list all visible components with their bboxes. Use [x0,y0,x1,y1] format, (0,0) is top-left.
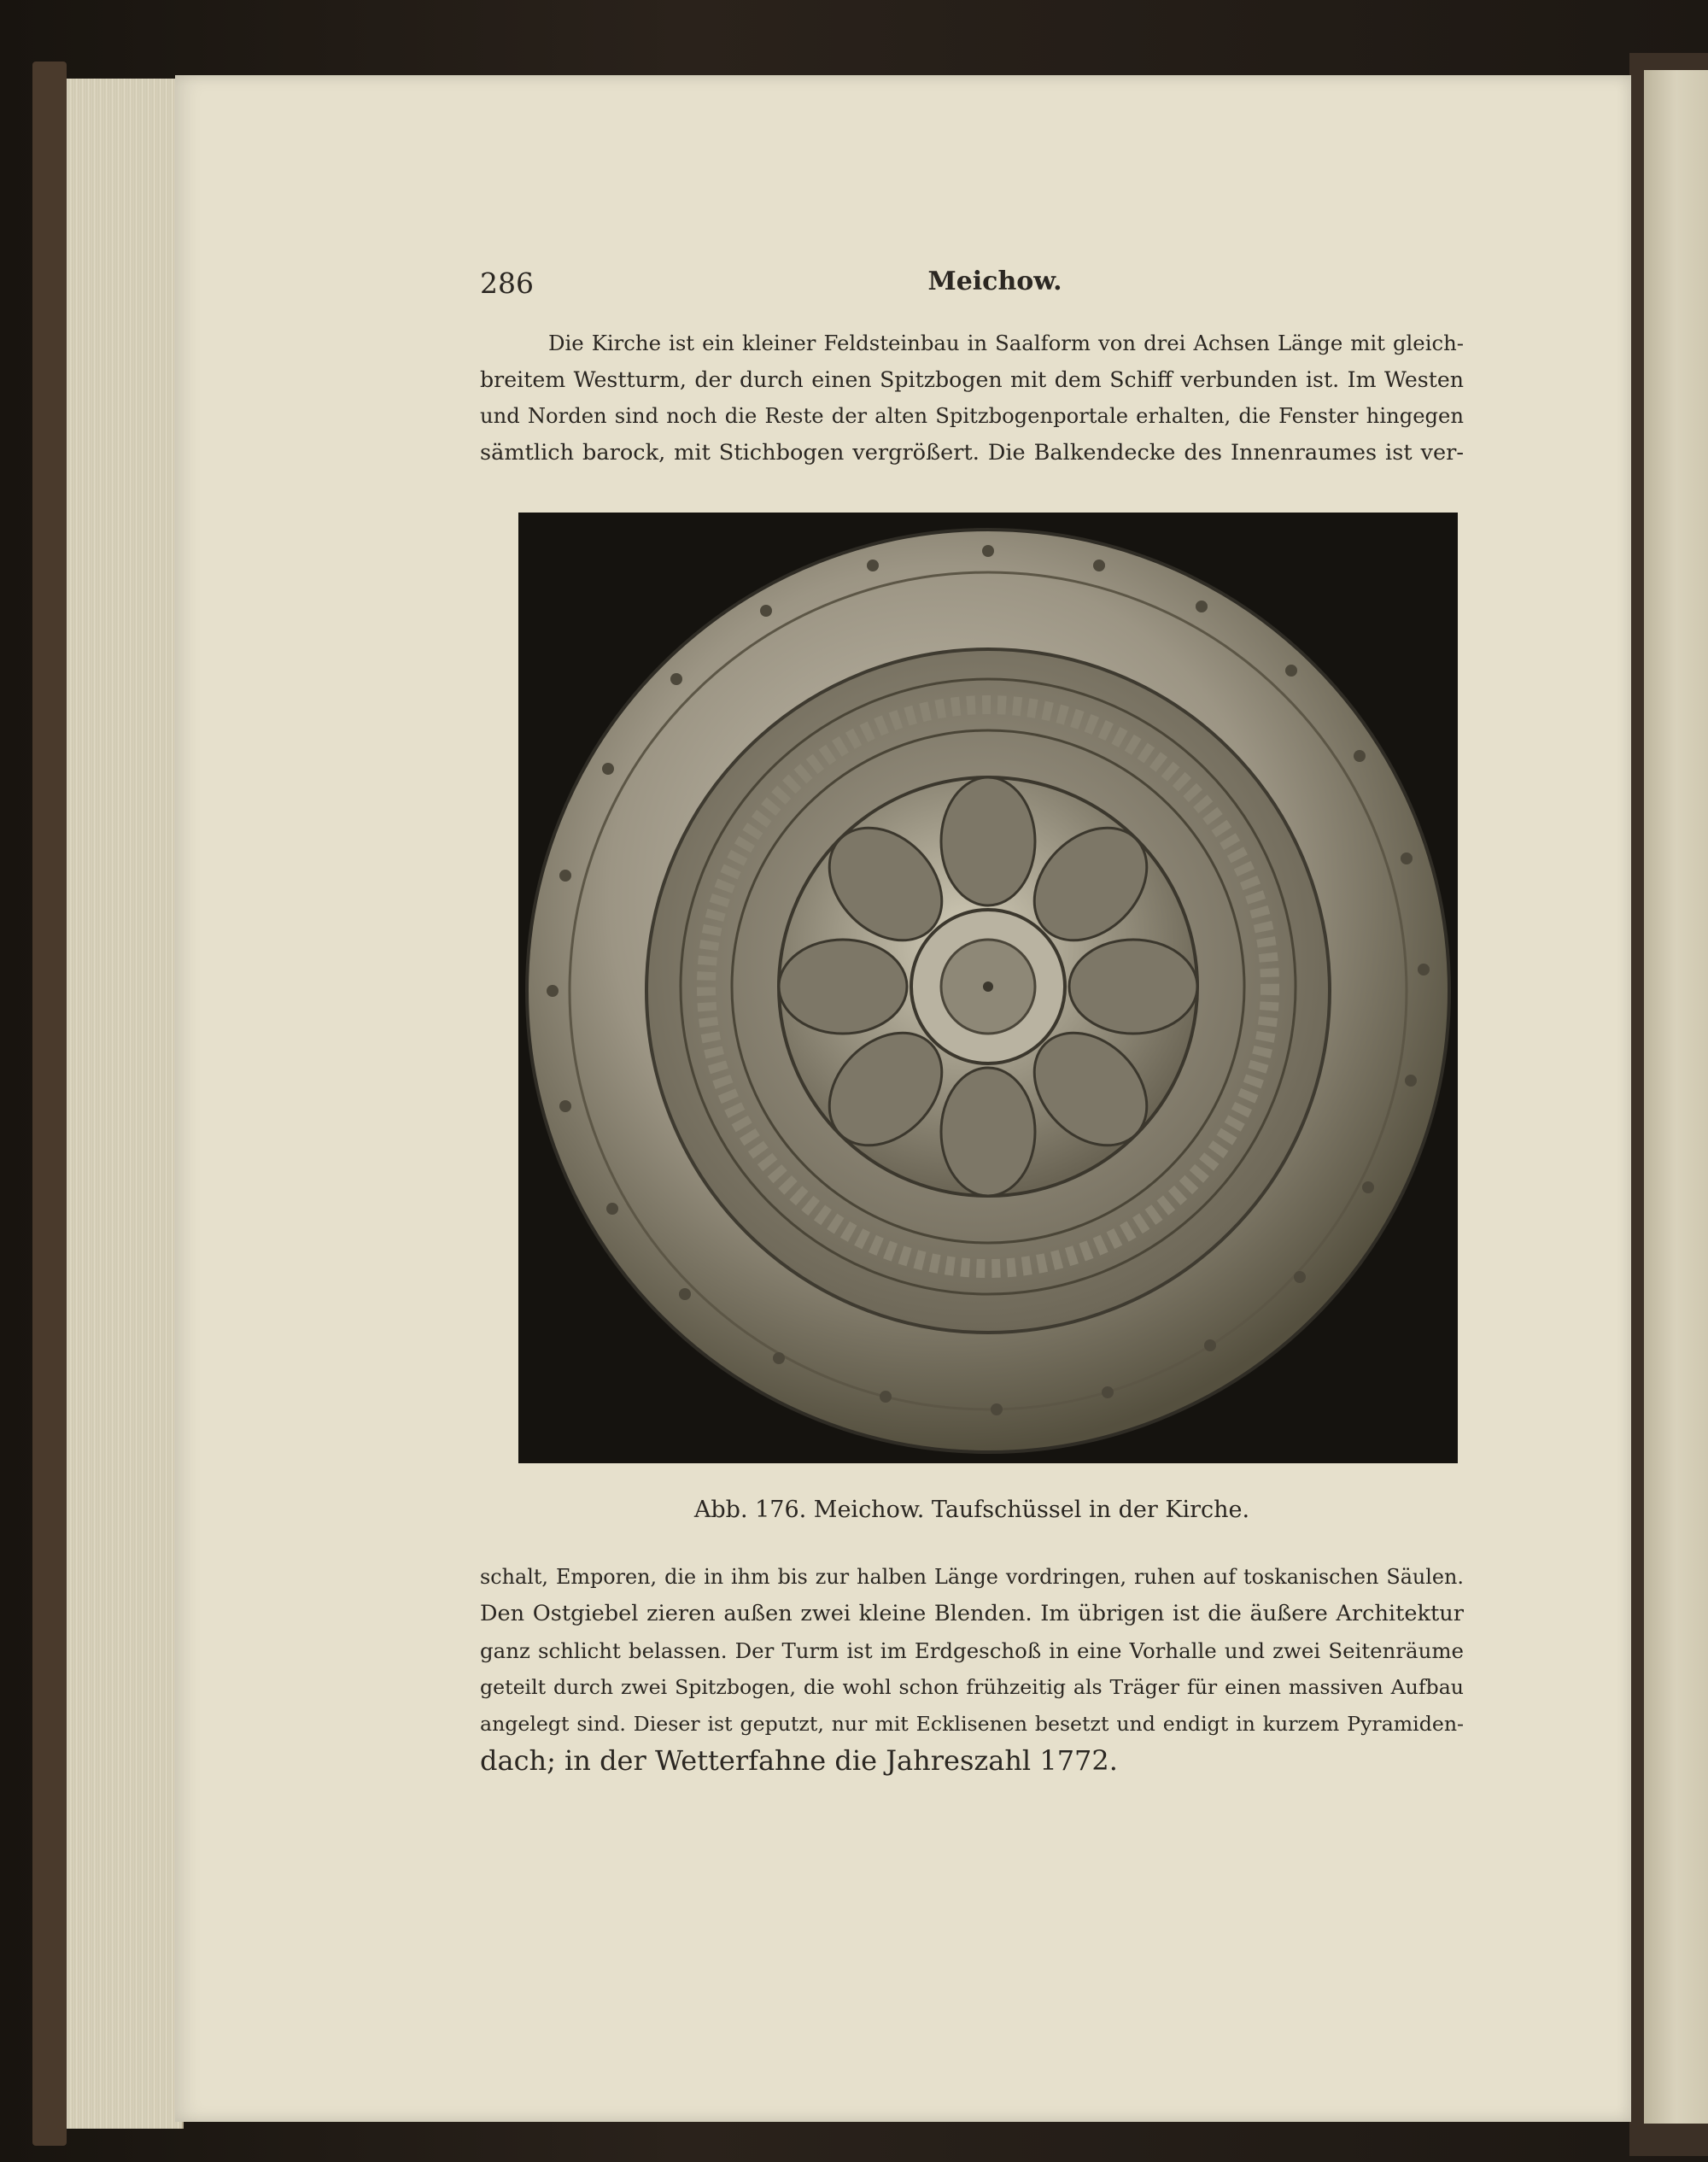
book-cover-left [32,62,67,2146]
figure-caption: Abb. 176. Meichow. Taufschüssel in der Kirche. [693,1497,1250,1523]
text-line: angelegt sind. Dieser ist geputzt, nur mit Ecklisenen besetzt und endigt in kurzem Pyramiden- [480,1712,1464,1736]
text-line: Den Ostgiebel zieren außen zwei kleine Blenden. Im übrigen ist die äußere Architektur [480,1601,1464,1626]
paragraph-bottom [480,1559,1464,1779]
text-line: breitem Westturm, der durch einen Spitzbogen mit dem Schiff verbunden ist. Im Westen [480,367,1464,392]
text-line: geteilt durch zwei Spitzbogen, die wohl schon frühzeitig als Träger für einen massiven Aufbau [480,1675,1464,1699]
text-line: und Norden sind noch die Reste der alten Spitzbogenportale erhalten, die Fenster hingegen [480,404,1464,428]
baptismal-bowl-photo [518,513,1458,1463]
text-line: sämtlich barock, mit Stichbogen vergrößert. Die Balkendecke des Innenraumes ist ver- [480,440,1464,466]
paragraph-top [480,325,1464,472]
text-line: schalt, Emporen, die in ihm bis zur halben Länge vordringen, ruhen auf toskanischen Säulen. [480,1565,1464,1589]
text-line: ganz schlicht belassen. Der Turm ist im Erdgeschoß in eine Vorhalle und zwei Seitenräume [480,1638,1464,1663]
running-title: Meichow. [927,267,1062,296]
page-edges [67,79,184,2129]
text-line: Die Kirche ist ein kleiner Feldsteinbau in Saalform von drei Achsen Länge mit gleich- [548,331,1464,355]
page-number: 286 [480,267,534,300]
text-line: dach; in der Wetterfahne die Jahreszahl 1772. [480,1744,1118,1777]
facing-page-edge [1644,70,1708,2124]
